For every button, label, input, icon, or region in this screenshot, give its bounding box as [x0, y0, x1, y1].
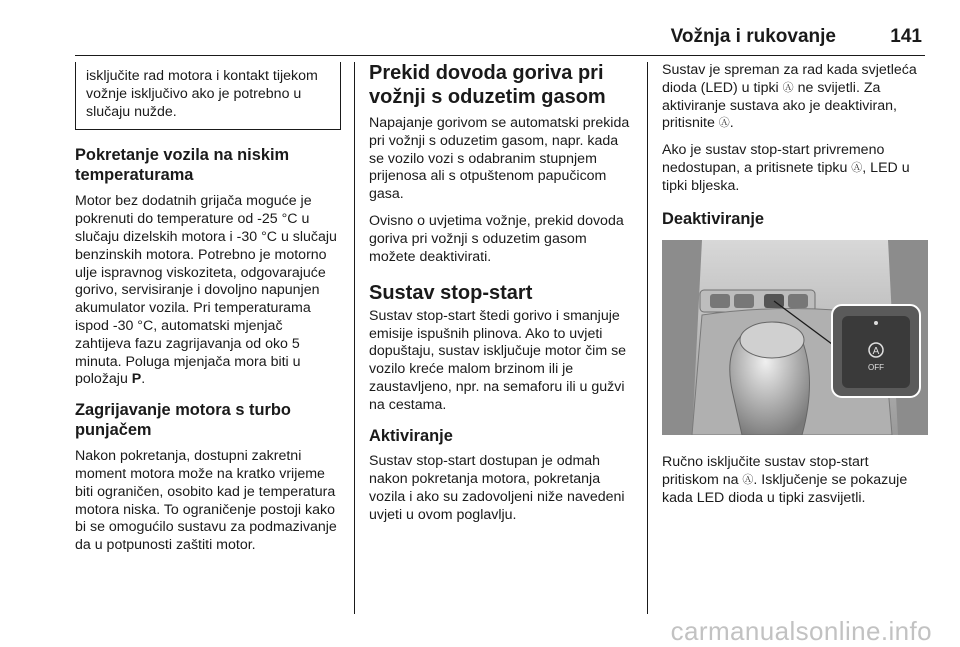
- deactivation-heading: Deaktiviranje: [662, 209, 765, 228]
- running-header-title: Vožnja i rukovanje: [670, 26, 836, 47]
- ready-text: Sustav je spreman za rad kada svjetleća dioda (LED) u tipki Ⓐ ne svijetli. Za aktiviranje sustava ako je deaktiviran, pritisnite Ⓐ.: [662, 62, 917, 132]
- column-left: [75, 62, 341, 564]
- header-rule: [75, 55, 925, 56]
- column-divider-1: [354, 62, 355, 614]
- deactivation-text: Ručno isključite sustav stop-start pritiskom na Ⓐ. Isključenje se pokazuje kada LED dioda u tipki zasvijetli.: [662, 454, 908, 506]
- fuel-cut-heading: Prekid dovoda goriva pri vožnji s oduzetim gasom: [369, 62, 606, 108]
- column-divider-2: [647, 62, 648, 614]
- stop-start-button-icon: Ⓐ: [718, 117, 730, 130]
- column-right: [662, 62, 928, 516]
- activation-text: Sustav stop-start dostupan je odmah nakon pokretanja motora, pokretanja vozila i ako su zadovoljeni niže navedeni uvjeti u ovom poglavlju.: [369, 453, 625, 523]
- figure-off-label: OFF: [868, 363, 884, 373]
- stop-start-text: Sustav stop-start štedi gorivo i smanjuje emisije ispušnih plinova. Ako to uvjeti dopuštaju, sustav isključuje motor čim se vozilo kreće malom brzinom ili je zaustavljeno, npr. na semaforu ili u gužvi na cestama.: [369, 307, 627, 413]
- activation-heading: Aktiviranje: [369, 426, 453, 445]
- note-text: isključite rad motora i kontakt tijekom vožnje isključivo ako je potrebno u slučaju nužde.: [86, 68, 318, 120]
- note-box: [75, 62, 341, 130]
- figure-button-symbol: A: [872, 346, 880, 358]
- watermark: carmanualsonline.info: [670, 616, 932, 646]
- stop-start-button-icon: Ⓐ: [782, 81, 794, 94]
- column-middle: [369, 62, 635, 533]
- fuel-cut-text-1: Napajanje gorivom se automatski prekida pri vožnji s oduzetim gasom, napr. kada se vozilo vozi s odabranim stupnjem prijenosa ali s otpuštenom papučicom gasa.: [369, 115, 630, 203]
- turbo-text: Nakon pokretanja, dostupni zakretni moment motora može na kratko vrijeme biti ograničen, osobito kad je temperatura motora niska. To ograničenje postoji kako bi se omogućilo sustavu za podmazivanje da u potpunosti zaštiti motor.: [75, 448, 337, 554]
- cold-start-heading: Pokretanje vozila na niskim temperaturama: [75, 146, 290, 184]
- turbo-heading: Zagrijavanje motora s turbo punjačem: [75, 401, 291, 439]
- cold-start-text: Motor bez dodatnih grijača moguće je pokrenuti do temperature od -25 °C u slučaju dizelskih motora i -30 °C u slučaju benzinskih motora. Potrebno je motorno ulje ispravnog viskoziteta, odgovarajuće gorivo, servisiranje i dovoljno napunjen akumulator vozila. Pri temperaturama ispod -30 °C, automatski mjenjač zahtijeva fazu zagrijavanja od oko 5 minuta. Poluga mjenjača mora biti u položaju P.: [75, 193, 337, 388]
- stop-start-button-icon: Ⓐ: [851, 161, 863, 174]
- center-console-photo: [662, 240, 928, 435]
- stop-start-heading: Sustav stop-start: [369, 282, 533, 305]
- fuel-cut-text-2: Ovisno o uvjetima vožnje, prekid dovoda goriva pri vožnji s oduzetim gasom možete deaktivirati.: [369, 212, 624, 265]
- page-number: 141: [890, 26, 922, 47]
- stop-start-button-icon: Ⓐ: [742, 473, 754, 486]
- unavailable-text: Ako je sustav stop-start privremeno nedostupan, a pritisnete tipku Ⓐ, LED u tipki bljeska.: [662, 142, 910, 194]
